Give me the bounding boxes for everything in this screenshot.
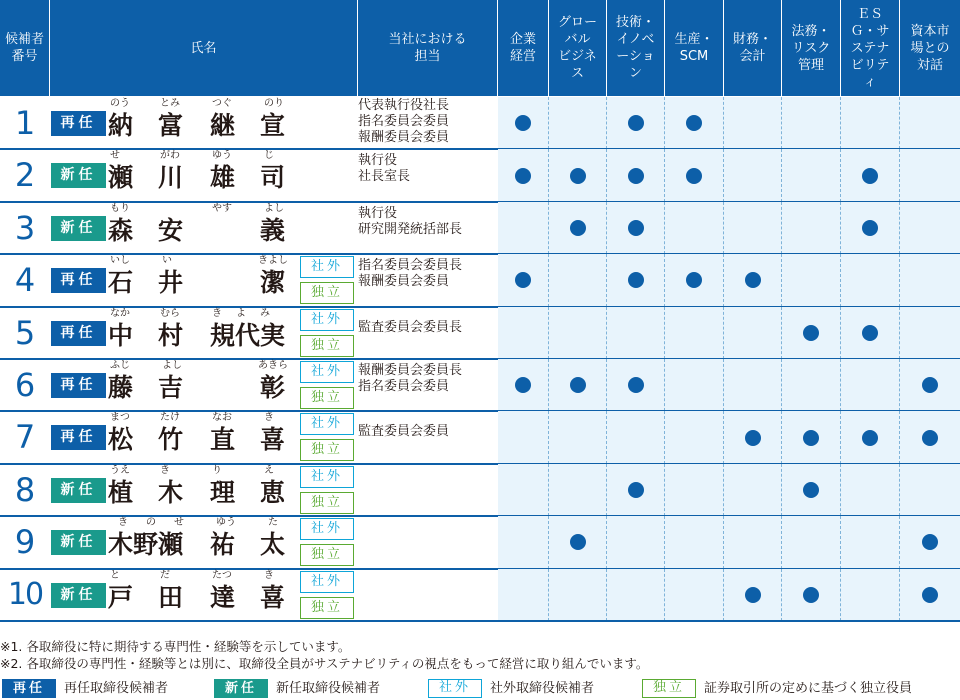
skill-cell	[841, 516, 900, 568]
skill-dot	[922, 377, 938, 393]
skill-cell	[607, 516, 665, 568]
skill-cell	[498, 97, 549, 149]
header-role: 当社における 担当	[358, 0, 498, 96]
name-kana: き	[212, 307, 222, 319]
name-kana: きよし	[258, 255, 288, 267]
skill-cell	[900, 97, 960, 149]
candidate-name	[108, 97, 298, 149]
header-skill-legal: 法務・ リスク 管理	[782, 0, 841, 96]
new-badge: 新任	[51, 216, 106, 241]
outside-tag: 社外	[300, 309, 354, 331]
skill-cell	[498, 307, 549, 359]
skill-cell	[498, 359, 549, 411]
outside-tag: 社外	[300, 361, 354, 383]
name-kana: むら	[160, 307, 180, 319]
skill-dot	[745, 430, 761, 446]
name-kanji: 祐	[210, 530, 236, 560]
skill-dot	[515, 168, 531, 184]
name-kana: じ	[264, 150, 274, 162]
skill-dot	[628, 168, 644, 184]
skill-cell	[549, 464, 607, 516]
skill-cell	[665, 202, 724, 254]
name-kanji: 藤	[108, 373, 134, 402]
name-kana: あきら	[258, 360, 288, 371]
candidate-name	[108, 516, 298, 568]
skill-dot	[628, 115, 644, 131]
skill-cell	[549, 307, 607, 359]
candidate-name	[108, 569, 298, 621]
skill-cell	[724, 516, 782, 568]
candidate-name	[108, 202, 298, 254]
skill-dot	[862, 220, 878, 236]
skill-dot	[628, 377, 644, 393]
name-kana: よし	[264, 202, 284, 214]
name-kana: のり	[264, 98, 284, 109]
header-skill-technology: 技術・ イノベ ーショ ン	[607, 0, 665, 96]
skill-cell	[782, 516, 841, 568]
skill-cell	[782, 464, 841, 516]
name-kana: たつ	[212, 569, 232, 581]
independent-tag: 独立	[300, 597, 354, 619]
skill-cell	[782, 149, 841, 201]
skill-cell	[665, 359, 724, 411]
skill-cell	[498, 149, 549, 201]
candidate-row	[0, 254, 960, 306]
skill-dot	[570, 377, 586, 393]
name-kanji: 安	[158, 215, 184, 245]
candidate-role: 指名委員会委員長 報酬委員会委員	[358, 258, 463, 290]
name-kanji: 川	[158, 163, 184, 193]
skill-cell	[841, 569, 900, 621]
header-number: 候補者 番号	[0, 0, 50, 96]
skill-cell	[724, 464, 782, 516]
independent-tag: 独立	[300, 282, 354, 304]
candidate-name	[108, 254, 298, 306]
name-kana: ゆう	[216, 517, 236, 529]
candidate-role: 報酬委員会委員長 指名委員会委員	[358, 363, 463, 394]
header-skill-management: 企業 経営	[498, 0, 549, 96]
skill-cell	[549, 569, 607, 621]
name-kanji: 植	[108, 477, 134, 507]
reappoint-badge: 再任	[51, 373, 106, 398]
legend-independent-tag: 独立	[642, 679, 696, 698]
reappoint-badge: 再任	[51, 321, 106, 346]
name-kana: つぐ	[212, 98, 232, 109]
independent-tag: 独立	[300, 544, 354, 566]
independent-tag: 独立	[300, 439, 354, 461]
independent-tag: 独立	[300, 492, 354, 514]
candidate-role: 執行役 社長室長	[358, 153, 411, 185]
header-skill-production: 生産・ SCM	[665, 0, 724, 96]
reappoint-badge: 再任	[51, 425, 106, 450]
skill-cell	[549, 359, 607, 411]
skill-dot	[686, 115, 702, 131]
candidate-role: 執行役 研究開発統括部長	[358, 205, 463, 237]
candidate-row	[0, 516, 960, 568]
name-kanji: 井	[158, 268, 184, 298]
reappoint-badge: 再任	[51, 111, 106, 136]
new-badge: 新任	[51, 530, 106, 555]
name-kanji: 宣	[260, 111, 286, 140]
name-kanji: 中	[108, 320, 134, 350]
outside-tag: 社外	[300, 518, 354, 540]
skill-cell	[549, 97, 607, 149]
skill-cell	[665, 307, 724, 359]
candidate-number: 8	[14, 470, 36, 509]
skill-cell	[607, 254, 665, 306]
skill-cell	[665, 464, 724, 516]
candidate-number: 9	[14, 523, 36, 562]
new-badge: 新任	[51, 583, 106, 608]
skill-dot	[686, 272, 702, 288]
name-kanji: 彰	[260, 373, 286, 402]
skill-cell	[665, 149, 724, 201]
legend-independent-text: 証券取引所の定めに基づく独立役員	[704, 681, 913, 696]
skill-cell	[607, 569, 665, 621]
skill-cell	[549, 254, 607, 306]
outside-tag: 社外	[300, 413, 354, 435]
candidate-row	[0, 411, 960, 463]
skill-dot	[803, 325, 819, 341]
candidate-row	[0, 97, 960, 149]
skill-dot	[803, 430, 819, 446]
skill-cell	[841, 149, 900, 201]
skill-cell	[782, 254, 841, 306]
name-kana: とみ	[160, 98, 180, 109]
new-badge: 新任	[51, 163, 106, 188]
skill-dot	[515, 377, 531, 393]
skill-cell	[724, 254, 782, 306]
outside-tag: 社外	[300, 256, 354, 278]
candidate-role: 監査委員会委員長	[358, 319, 463, 335]
name-kanji: 松	[108, 425, 134, 455]
reappoint-badge: 再任	[51, 268, 106, 293]
skill-cell	[549, 411, 607, 463]
name-kanji: 竹	[158, 425, 184, 455]
name-kana: がわ	[160, 150, 180, 162]
skill-dot	[570, 220, 586, 236]
skill-dot	[570, 534, 586, 550]
new-badge: 新任	[51, 478, 106, 503]
skill-dot	[515, 272, 531, 288]
skill-cell	[900, 569, 960, 621]
name-kanji: 太	[260, 530, 286, 560]
skill-dot	[515, 115, 531, 131]
skill-dot	[803, 482, 819, 498]
candidate-number: 7	[14, 418, 36, 457]
name-kanji: 潔	[260, 268, 286, 298]
name-kanji: 森	[108, 215, 134, 245]
candidate-number: 1	[14, 104, 36, 142]
name-kana: き	[160, 464, 170, 476]
candidate-row	[0, 202, 960, 254]
name-kanji: 喜	[260, 582, 286, 612]
name-kana: よし	[162, 360, 182, 371]
name-kanji: 喜	[260, 425, 286, 455]
skill-cell	[498, 411, 549, 463]
candidate-name	[108, 149, 298, 201]
outside-tag: 社外	[300, 466, 354, 488]
header-name: 氏名	[50, 0, 358, 96]
name-kanji: 木	[158, 477, 184, 507]
candidate-row	[0, 307, 960, 359]
skill-cell	[549, 202, 607, 254]
header-skill-global: グロー バル ビジネ ス	[549, 0, 607, 96]
name-kana: よ	[236, 307, 246, 319]
name-kanji: 納	[108, 111, 134, 140]
name-kanji: 木野瀬	[108, 530, 184, 560]
name-kana: うえ	[110, 464, 130, 476]
name-kanji: 石	[108, 268, 134, 298]
skill-cell	[665, 569, 724, 621]
name-kana: え	[264, 464, 274, 476]
name-kana: き	[118, 517, 128, 529]
candidate-name	[108, 359, 298, 411]
skill-dot	[686, 168, 702, 184]
candidate-role: 監査委員会委員	[358, 424, 450, 440]
skill-cell	[549, 149, 607, 201]
legend	[0, 679, 960, 699]
skill-cell	[782, 307, 841, 359]
name-kana: もり	[110, 202, 130, 214]
skill-cell	[782, 97, 841, 149]
skill-cell	[607, 202, 665, 254]
skill-cell	[607, 307, 665, 359]
skill-dot	[628, 220, 644, 236]
skill-cell	[607, 464, 665, 516]
name-kanji: 達	[210, 582, 236, 612]
skill-cell	[841, 359, 900, 411]
skill-cell	[900, 254, 960, 306]
independent-tag: 独立	[300, 335, 354, 357]
name-kana: せ	[110, 150, 120, 162]
name-kanji: 雄	[210, 163, 236, 193]
skill-cell	[665, 97, 724, 149]
candidate-number: 10	[7, 576, 43, 612]
legend-outside-tag: 社外	[428, 679, 482, 698]
name-kana: た	[268, 517, 278, 529]
header-skill-esg: ＥＳ Ｇ・サ ステナ ビリテ ィ	[841, 0, 900, 96]
name-kana: い	[162, 255, 172, 267]
skill-cell	[724, 202, 782, 254]
name-kanji: 恵	[260, 477, 286, 507]
note-1: ※1. 各取締役に特に期待する専門性・経験等を示しています。	[0, 639, 351, 654]
name-kana: なお	[212, 412, 232, 424]
skill-cell	[841, 464, 900, 516]
name-kanji: 田	[158, 582, 184, 612]
name-kanji: 規代実	[210, 320, 286, 350]
skill-cell	[665, 516, 724, 568]
skill-dot	[862, 325, 878, 341]
skill-cell	[900, 149, 960, 201]
name-kana: いし	[110, 255, 130, 267]
skill-cell	[724, 411, 782, 463]
name-kana: だ	[160, 569, 170, 581]
note-2: ※2. 各取締役の専門性・経験等とは別に、取締役全員がサステナビリティの視点をもって経営に取り組んでいます。	[0, 656, 649, 671]
skill-cell	[782, 359, 841, 411]
legend-new-badge: 新任	[214, 679, 268, 698]
candidate-row	[0, 359, 960, 411]
name-kanji: 直	[210, 425, 236, 455]
name-kanji: 理	[210, 477, 236, 507]
name-kanji: 吉	[158, 373, 184, 402]
row-divider	[0, 620, 960, 622]
skill-cell	[549, 516, 607, 568]
name-kanji: 義	[260, 215, 286, 245]
candidate-row	[0, 464, 960, 516]
skill-dot	[922, 534, 938, 550]
skill-cell	[841, 411, 900, 463]
skill-cell	[782, 411, 841, 463]
skill-dot	[745, 272, 761, 288]
skill-cell	[900, 307, 960, 359]
candidate-number: 6	[14, 366, 36, 404]
skill-cell	[607, 149, 665, 201]
legend-outside-text: 社外取締役候補者	[490, 681, 595, 696]
legend-reappoint-text: 再任取締役候補者	[64, 681, 169, 696]
candidate-name	[108, 411, 298, 463]
outside-tag: 社外	[300, 571, 354, 593]
skill-cell	[498, 464, 549, 516]
name-kana: ふじ	[110, 360, 130, 371]
name-kana: なか	[110, 307, 130, 319]
independent-tag: 独立	[300, 387, 354, 409]
name-kana: き	[264, 569, 274, 581]
skill-dot	[862, 168, 878, 184]
skill-cell	[665, 254, 724, 306]
skill-cell	[498, 569, 549, 621]
candidate-name	[108, 464, 298, 516]
name-kanji: 村	[158, 320, 184, 350]
skill-dot	[862, 430, 878, 446]
skill-dot	[922, 587, 938, 603]
skill-cell	[841, 202, 900, 254]
name-kana: み	[260, 307, 270, 319]
skill-dot	[745, 587, 761, 603]
skill-cell	[724, 569, 782, 621]
skill-cell	[900, 464, 960, 516]
skill-cell	[607, 411, 665, 463]
candidate-row	[0, 569, 960, 621]
candidate-number: 5	[14, 313, 36, 352]
name-kanji: 富	[158, 111, 184, 140]
skill-cell	[782, 569, 841, 621]
name-kanji: 司	[260, 163, 286, 193]
candidate-name	[108, 307, 298, 359]
skill-cell	[724, 97, 782, 149]
name-kana: やす	[212, 202, 232, 214]
skill-dot	[628, 482, 644, 498]
skill-cell	[900, 516, 960, 568]
name-kana: のう	[110, 98, 130, 109]
name-kana: ゆう	[212, 150, 232, 162]
name-kana: たけ	[160, 412, 180, 424]
skill-cell	[841, 307, 900, 359]
name-kana: まつ	[110, 412, 130, 424]
skill-cell	[782, 202, 841, 254]
skill-cell	[900, 359, 960, 411]
skill-cell	[900, 411, 960, 463]
legend-reappoint-badge: 再任	[2, 679, 56, 698]
skill-cell	[841, 254, 900, 306]
candidate-role: 代表執行役社長 指名委員会委員 報酬委員会委員	[358, 98, 450, 145]
candidate-number: 4	[14, 261, 36, 300]
candidate-number: 2	[14, 156, 36, 195]
skill-cell	[900, 202, 960, 254]
name-kana: り	[212, 464, 222, 476]
legend-new-text: 新任取締役候補者	[276, 681, 381, 696]
skill-cell	[607, 97, 665, 149]
header-skill-finance: 財務・ 会計	[724, 0, 782, 96]
skill-cell	[498, 254, 549, 306]
skill-cell	[724, 359, 782, 411]
skill-cell	[724, 307, 782, 359]
name-kanji: 瀬	[108, 163, 134, 193]
header-skill-capital-market: 資本市 場との 対話	[900, 0, 960, 96]
skill-cell	[498, 202, 549, 254]
name-kana: き	[264, 412, 274, 424]
skill-dot	[570, 168, 586, 184]
name-kanji: 継	[210, 111, 236, 140]
skill-cell	[665, 411, 724, 463]
skill-cell	[607, 359, 665, 411]
skill-cell	[841, 97, 900, 149]
name-kana: せ	[174, 517, 184, 529]
name-kana: の	[146, 517, 156, 529]
candidate-number: 3	[14, 208, 36, 247]
skill-cell	[498, 516, 549, 568]
name-kana: と	[110, 569, 120, 581]
skill-dot	[803, 587, 819, 603]
skill-cell	[724, 149, 782, 201]
skill-dot	[628, 272, 644, 288]
skill-dot	[922, 430, 938, 446]
name-kanji: 戸	[108, 582, 134, 612]
candidate-row	[0, 149, 960, 201]
